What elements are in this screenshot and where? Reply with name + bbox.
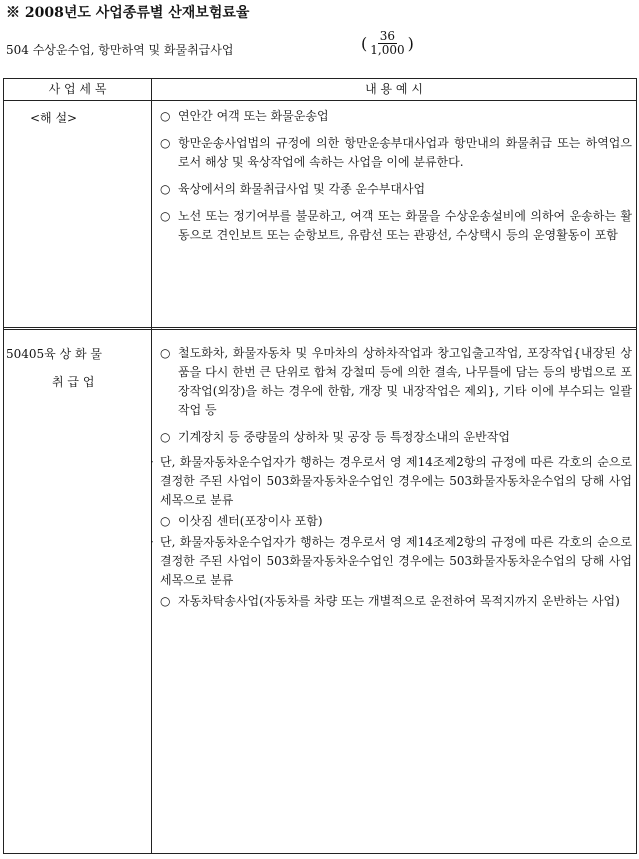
list-item xyxy=(150,453,632,510)
dot-bullet-icon: · xyxy=(150,455,154,469)
list-item xyxy=(160,344,632,420)
category-code-line2: 취 급 업 xyxy=(52,375,95,389)
list-item xyxy=(160,592,632,611)
industry-code-title: 504 수상운수업, 항만하역 및 화물취급사업 xyxy=(6,43,234,57)
header-business-item: 사 업 세 목 xyxy=(48,82,107,96)
category-commentary: <해 설> xyxy=(30,111,78,125)
list-item xyxy=(160,512,632,531)
page-title: ※ 2008년도 사업종류별 산재보험료율 xyxy=(6,5,250,21)
table-bottom-border xyxy=(4,853,636,854)
header-divider xyxy=(4,100,636,101)
rate-denominator: 1,000 xyxy=(370,43,405,58)
premium-rate xyxy=(361,30,414,57)
list-item-text: 기계장치 등 중량물의 상하차 및 공장 등 특정장소내의 운반작업 xyxy=(178,430,510,444)
circle-bullet-icon: ○ xyxy=(160,594,171,608)
list-item xyxy=(150,533,632,590)
circle-bullet-icon: ○ xyxy=(160,109,171,123)
list-item-text: 자동차탁송사업(자동차를 차량 또는 개별적으로 운전하여 목적지까지 운반하는 사업) xyxy=(178,594,620,608)
list-item xyxy=(160,180,632,199)
cargo-handling-items xyxy=(150,344,632,613)
header-content-examples: 내 용 예 시 xyxy=(365,82,423,96)
category-code-line1: 50405육 상 화 물 xyxy=(6,347,102,361)
rate-fraction xyxy=(368,30,406,57)
circle-bullet-icon: ○ xyxy=(160,209,171,223)
circle-bullet-icon: ○ xyxy=(160,346,171,360)
list-item xyxy=(160,207,632,245)
list-item xyxy=(160,107,632,126)
list-item xyxy=(160,134,632,172)
list-item-text: 항만운송사업법의 규정에 의한 항만운송부대사업과 항만내의 화물취급 또는 하역업으로서 해상 및 육상작업에 속하는 사업을 이에 분류한다. xyxy=(178,136,632,169)
list-item xyxy=(160,428,632,447)
circle-bullet-icon: ○ xyxy=(160,136,171,150)
dot-bullet-icon: · xyxy=(150,535,154,549)
list-item-text: 연안간 여객 또는 화물운송업 xyxy=(178,109,329,123)
commentary-items xyxy=(160,107,632,253)
list-item-text: 이삿짐 센터(포장이사 포함) xyxy=(178,514,323,528)
rate-close-paren: ) xyxy=(407,34,414,54)
section-divider xyxy=(4,327,636,330)
list-item-text: 철도화차, 화물자동차 및 우마차의 상하차작업과 창고입출고작업, 포장작업{내장된 상품을 다시 한번 큰 단위로 합쳐 강철띠 등에 의한 결속, 나무틀에 담는 등의 방법으로 포장작업(외장)을 하는 경우에 한함, 개장 및 내장작업은 제외}, 기타 이에 부수되는 일괄작업 등 xyxy=(178,346,632,417)
list-item-text: 육상에서의 화물취급사업 및 각종 운수부대사업 xyxy=(178,182,426,196)
circle-bullet-icon: ○ xyxy=(160,430,171,444)
classification-table xyxy=(3,78,637,854)
list-item-text: 단, 화물자동차운수업자가 행하는 경우로서 영 제14조제2항의 규정에 따른 각호의 순으로 결정한 주된 사업이 503화물자동차운수업인 경우에는 503화물자동차운수업의 당해 사업세목으로 분류 xyxy=(160,535,632,587)
rate-open-paren: ( xyxy=(361,34,368,54)
list-item-text: 단, 화물자동차운수업자가 행하는 경우로서 영 제14조제2항의 규정에 따른 각호의 순으로 결정한 주된 사업이 503화물자동차운수업인 경우에는 503화물자동차운수업의 당해 사업세목으로 분류 xyxy=(160,455,632,507)
circle-bullet-icon: ○ xyxy=(160,514,171,528)
list-item-text: 노선 또는 정기여부를 불문하고, 여객 또는 화물을 수상운송설비에 의하여 운송하는 활동으로 견인보트 또는 순항보트, 유람선 또는 관광선, 수상택시 등의 운영활동이 포함 xyxy=(178,209,632,242)
circle-bullet-icon: ○ xyxy=(160,182,171,196)
rate-numerator: 36 xyxy=(379,29,396,43)
